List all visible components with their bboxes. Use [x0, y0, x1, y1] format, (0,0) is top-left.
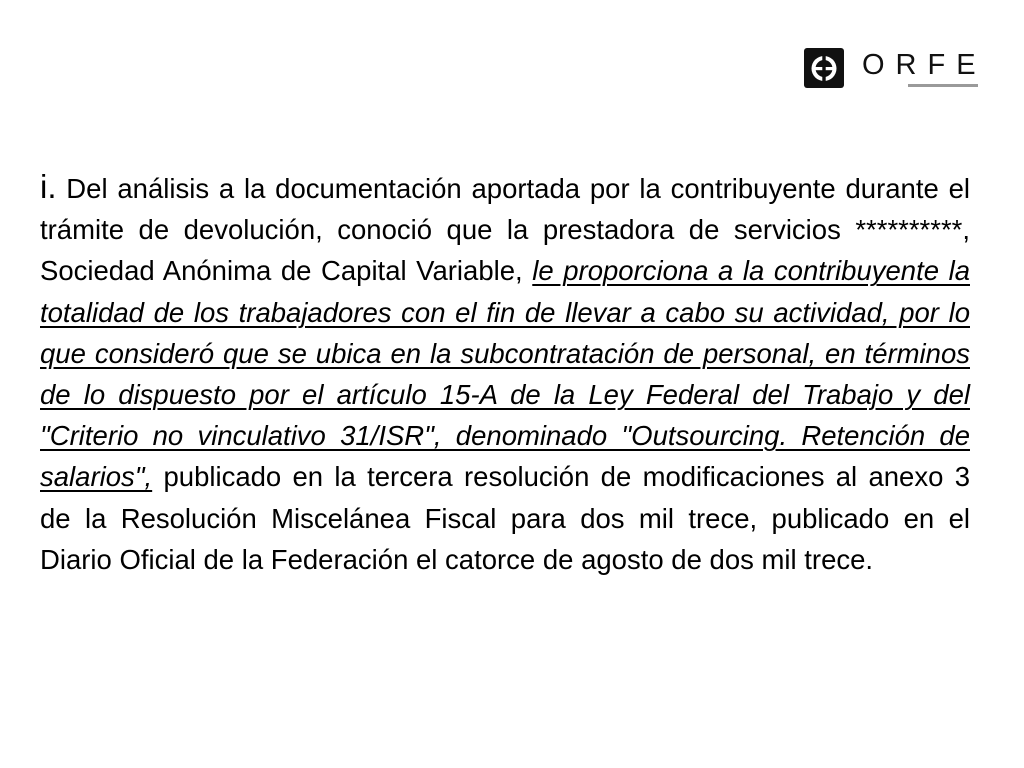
logo-tagline: [908, 84, 978, 87]
paragraph-closing: publicado en la tercera resolución de modificaciones al anexo 3 de la Resolución Miscelánea Fiscal para dos mil trece, publicado en el Diario Oficial de la Federación el catorce de agosto de dos mil trece.: [40, 461, 970, 575]
orfe-logo: [804, 48, 987, 92]
orfe-phi-icon: [804, 48, 844, 88]
orfe-wordmark: ORFE: [862, 49, 987, 81]
paragraph-marker: i.: [40, 168, 57, 205]
paragraph-intro: Del análisis a la documentación aportada por la contribuyente durante el trámite de devolución, conoció que la prestadora de servicios **********, Sociedad Anónima de Capital Variable,: [40, 173, 970, 287]
paragraph: [40, 166, 970, 580]
document-body: [40, 166, 970, 580]
underlined-passage: le proporciona a la contribuyente la totalidad de los trabajadores con el fin de llevar a cabo su actividad, por lo que consideró que se ubica en la subcontratación de personal, en términos de lo dispuesto por el artículo 15-A de la Ley Federal del Trabajo y del "Criterio no vinculativo 31/ISR", denominado "Outsourcing. Retención de salarios",: [40, 255, 970, 493]
